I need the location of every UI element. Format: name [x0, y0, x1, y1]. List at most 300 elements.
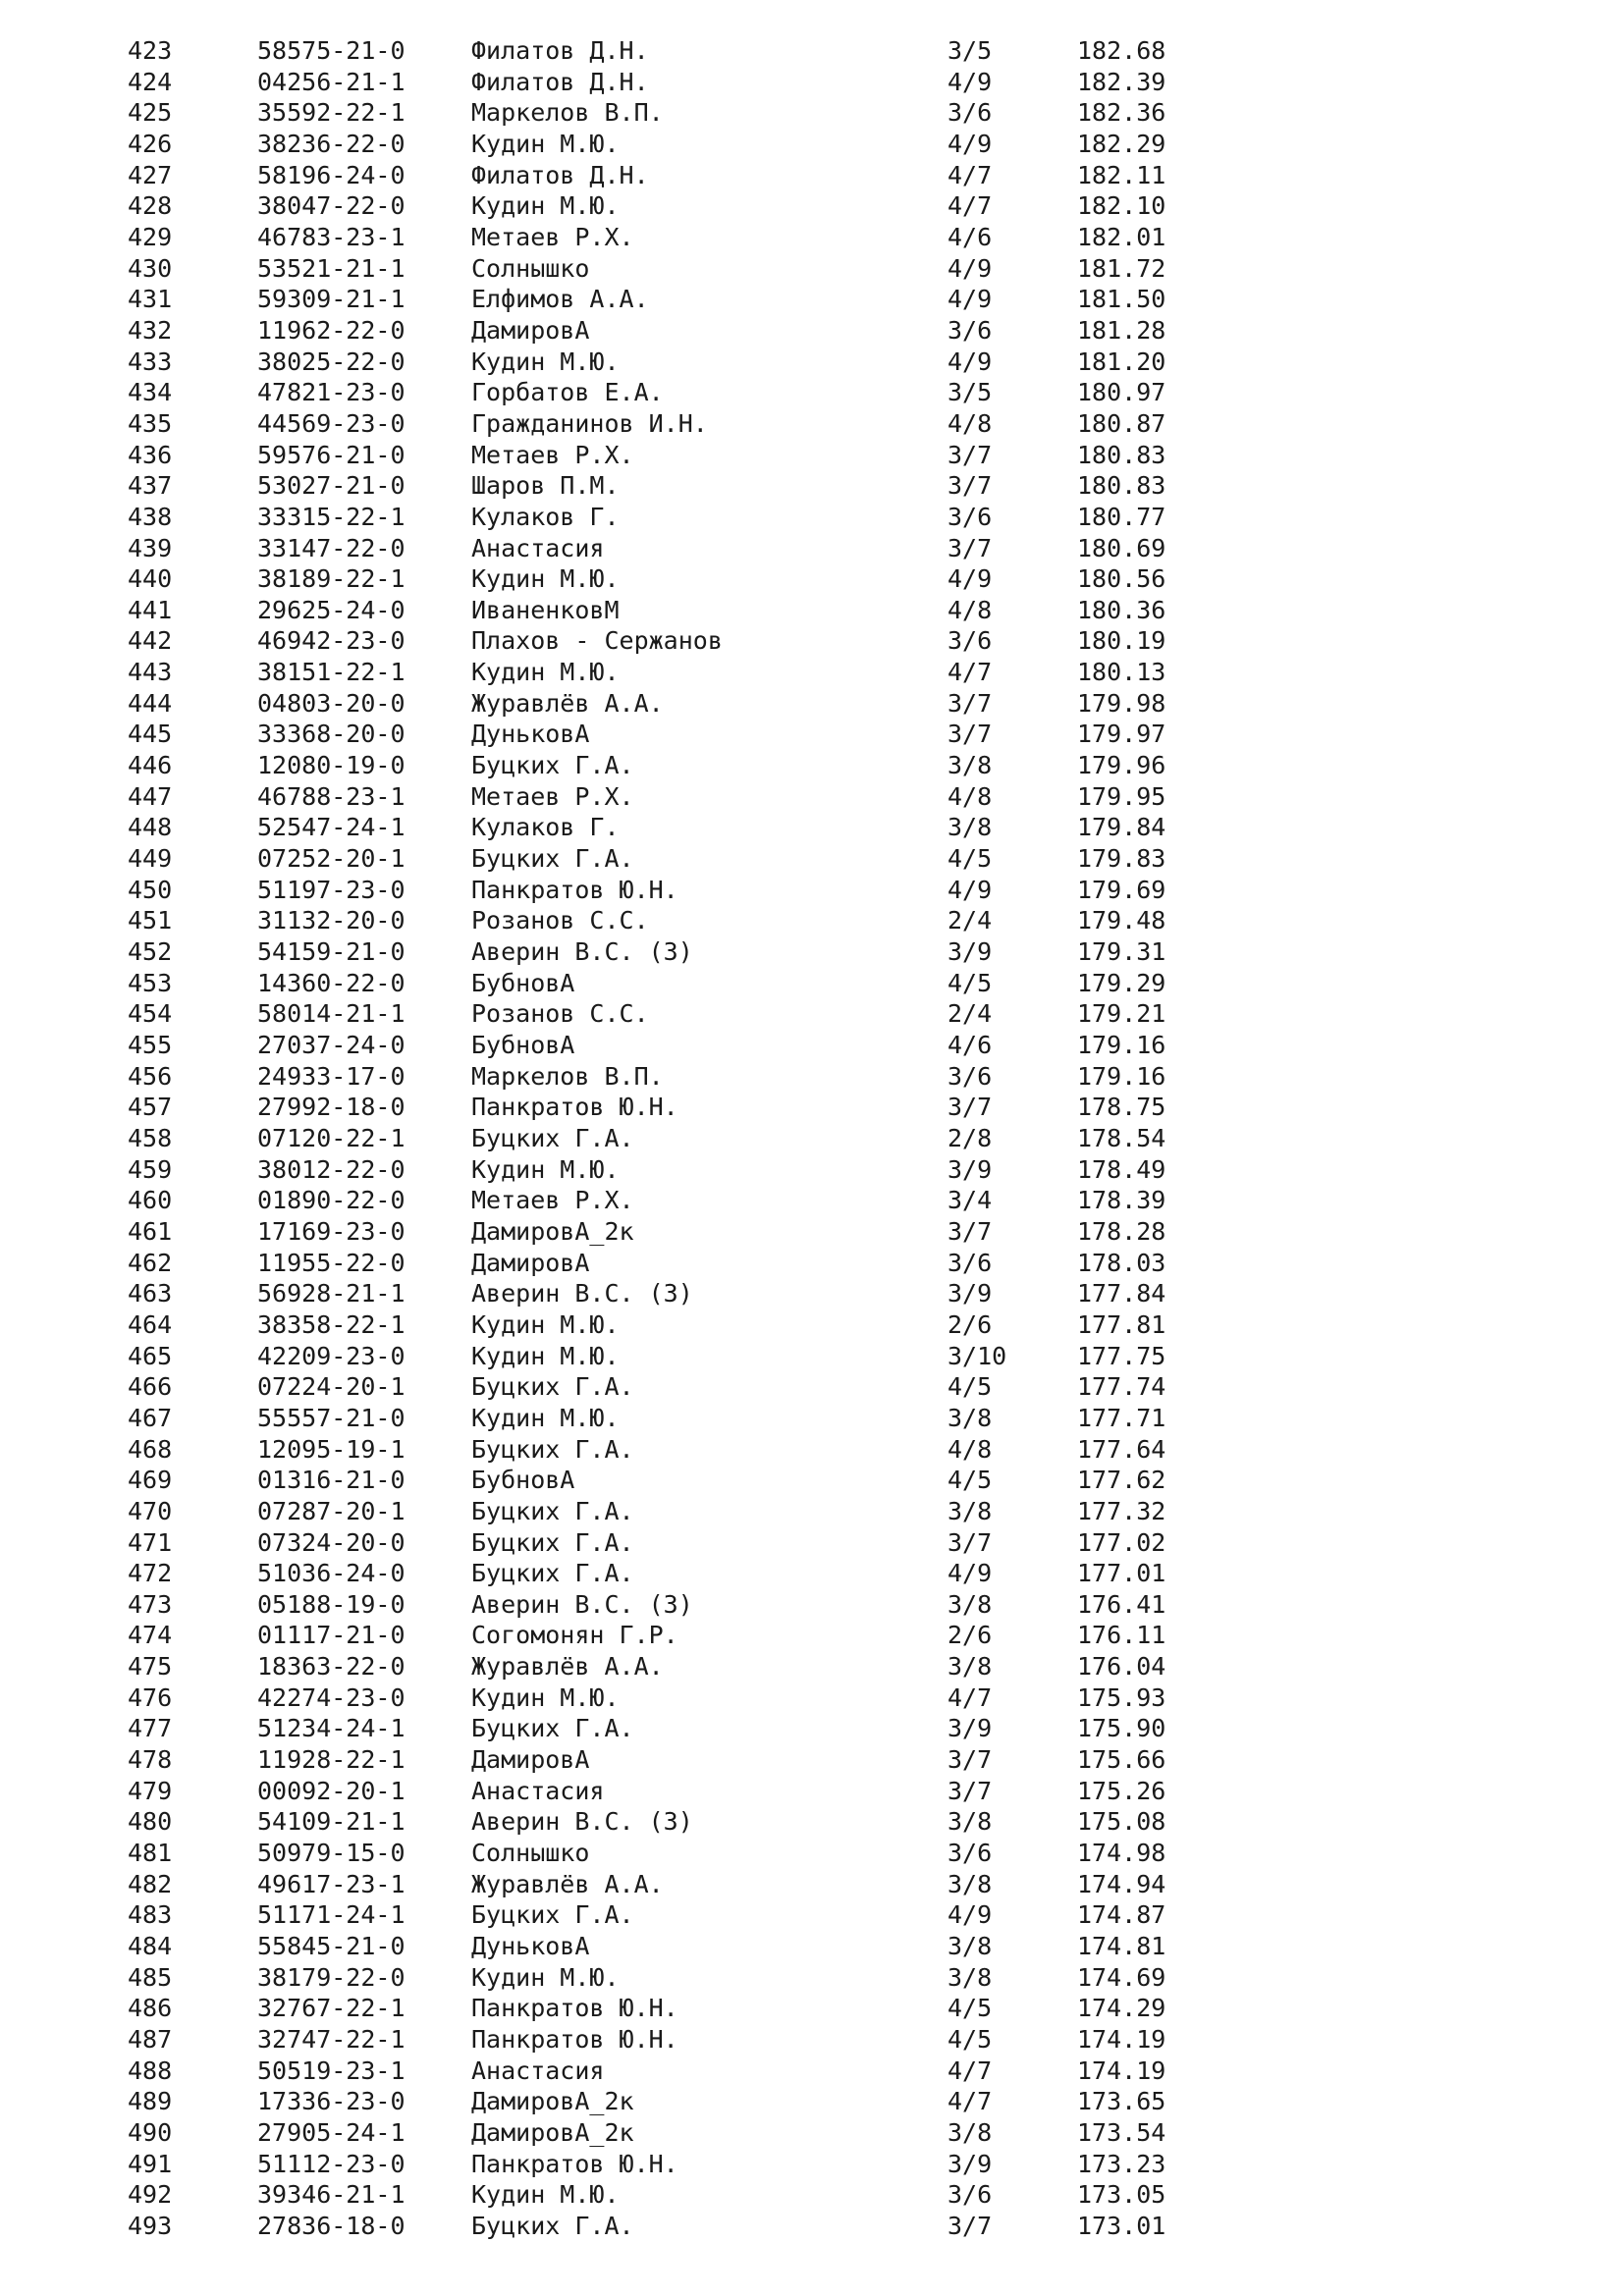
table-row	[128, 533, 1254, 564]
row-code: 38358-22-1	[257, 1309, 406, 1339]
row-value: 177.02	[1077, 1527, 1166, 1557]
row-code: 27992-18-0	[257, 1093, 406, 1122]
row-code: 14360-22-0	[257, 968, 406, 997]
table-row	[128, 1309, 1254, 1341]
row-code: 38179-22-0	[257, 1962, 406, 1992]
row-value: 178.39	[1077, 1186, 1166, 1215]
row-name: Шаров П.М.	[471, 471, 620, 501]
row-code: 49617-23-1	[257, 1869, 406, 1898]
row-fraction: 3/8	[947, 1807, 993, 1837]
row-code: 51171-24-1	[257, 1900, 406, 1930]
row-fraction: 4/9	[947, 129, 993, 158]
row-value: 180.83	[1077, 471, 1166, 501]
row-number: 484	[128, 1932, 173, 1961]
row-name: Маркелов В.П.	[471, 1061, 664, 1091]
row-code: 07120-22-1	[257, 1123, 406, 1152]
row-value: 173.54	[1077, 2117, 1166, 2147]
row-fraction: 4/7	[947, 160, 993, 189]
row-number: 431	[128, 285, 173, 314]
table-row	[128, 1030, 1254, 1061]
table-row	[128, 129, 1254, 160]
table-row	[128, 97, 1254, 129]
row-fraction: 3/8	[947, 813, 993, 842]
row-code: 38236-22-0	[257, 129, 406, 158]
row-value: 177.71	[1077, 1403, 1166, 1432]
row-fraction: 3/10	[947, 1341, 1007, 1370]
row-code: 27905-24-1	[257, 2117, 406, 2147]
row-value: 174.69	[1077, 1962, 1166, 1992]
row-value: 173.05	[1077, 2180, 1166, 2210]
row-name: Анастасия	[471, 2056, 605, 2085]
row-value: 178.03	[1077, 1248, 1166, 1277]
row-number: 432	[128, 315, 173, 345]
row-code: 07252-20-1	[257, 844, 406, 874]
row-number: 433	[128, 347, 173, 376]
row-fraction: 3/6	[947, 2180, 993, 2210]
row-fraction: 4/9	[947, 1559, 993, 1588]
row-value: 180.13	[1077, 658, 1166, 687]
row-name: ДамировА_2к	[471, 1216, 634, 1246]
row-name: Буцких Г.А.	[471, 1434, 634, 1464]
row-number: 454	[128, 999, 173, 1029]
row-number: 488	[128, 2056, 173, 2085]
row-number: 452	[128, 937, 173, 967]
row-fraction: 3/6	[947, 98, 993, 128]
row-fraction: 4/6	[947, 1031, 993, 1059]
row-value: 174.98	[1077, 1839, 1166, 1868]
row-name: Кудин М.Ю.	[471, 129, 620, 158]
row-fraction: 3/7	[947, 1527, 993, 1557]
row-fraction: 4/9	[947, 1900, 993, 1930]
table-row	[128, 160, 1254, 191]
table-row	[128, 936, 1254, 968]
row-code: 11962-22-0	[257, 315, 406, 345]
row-number: 435	[128, 408, 173, 438]
row-name: Метаев Р.Х.	[471, 1186, 634, 1215]
row-name: Розанов С.С.	[471, 999, 649, 1029]
row-code: 44569-23-0	[257, 408, 406, 438]
row-value: 180.19	[1077, 626, 1166, 656]
row-value: 177.32	[1077, 1496, 1166, 1525]
row-value: 175.26	[1077, 1776, 1166, 1805]
row-value: 178.49	[1077, 1154, 1166, 1184]
row-code: 55557-21-0	[257, 1403, 406, 1432]
row-name: Метаев Р.Х.	[471, 781, 634, 811]
row-code: 07287-20-1	[257, 1496, 406, 1525]
row-number: 476	[128, 1682, 173, 1712]
table-row	[128, 1496, 1254, 1527]
row-fraction: 3/5	[947, 378, 993, 407]
row-value: 182.01	[1077, 222, 1166, 251]
row-fraction: 3/8	[947, 1932, 993, 1961]
row-value: 176.41	[1077, 1589, 1166, 1619]
row-name: Буцких Г.А.	[471, 1372, 634, 1402]
row-code: 33368-20-0	[257, 720, 406, 749]
row-value: 179.16	[1077, 1031, 1166, 1059]
row-value: 176.04	[1077, 1652, 1166, 1682]
row-number: 440	[128, 564, 173, 594]
row-fraction: 3/6	[947, 1061, 993, 1091]
row-value: 177.64	[1077, 1434, 1166, 1464]
table-row	[128, 1154, 1254, 1186]
table-row	[128, 563, 1254, 595]
table-row	[128, 1931, 1254, 1962]
row-name: ДамировА	[471, 1248, 590, 1277]
row-number: 462	[128, 1248, 173, 1277]
row-name: Буцких Г.А.	[471, 1900, 634, 1930]
table-row	[128, 1248, 1254, 1279]
row-code: 46788-23-1	[257, 781, 406, 811]
row-name: Журавлёв А.А.	[471, 688, 664, 718]
row-number: 486	[128, 1994, 173, 2023]
row-value: 180.56	[1077, 564, 1166, 594]
row-fraction: 4/9	[947, 67, 993, 96]
row-fraction: 3/7	[947, 471, 993, 501]
row-fraction: 4/5	[947, 2025, 993, 2054]
row-value: 182.29	[1077, 129, 1166, 158]
row-number: 450	[128, 875, 173, 904]
row-number: 425	[128, 98, 173, 128]
row-fraction: 3/7	[947, 1745, 993, 1775]
row-code: 01117-21-0	[257, 1621, 406, 1650]
table-row	[128, 1527, 1254, 1559]
row-name: ДамировА_2к	[471, 2117, 634, 2147]
row-fraction: 4/8	[947, 781, 993, 811]
row-fraction: 3/8	[947, 1496, 993, 1525]
row-name: Кудин М.Ю.	[471, 347, 620, 376]
row-fraction: 3/6	[947, 1839, 993, 1868]
row-code: 24933-17-0	[257, 1061, 406, 1091]
row-value: 181.20	[1077, 347, 1166, 376]
table-row	[128, 781, 1254, 813]
row-number: 443	[128, 658, 173, 687]
row-value: 179.48	[1077, 906, 1166, 935]
row-value: 174.94	[1077, 1869, 1166, 1898]
row-fraction: 3/5	[947, 36, 993, 65]
row-name: Буцких Г.А.	[471, 1527, 634, 1557]
row-number: 467	[128, 1403, 173, 1432]
row-fraction: 3/6	[947, 626, 993, 656]
table-row	[128, 67, 1254, 98]
table-row	[128, 315, 1254, 347]
row-value: 173.65	[1077, 2087, 1166, 2116]
row-name: Кудин М.Ю.	[471, 1309, 620, 1339]
table-row	[128, 1993, 1254, 2024]
row-number: 453	[128, 968, 173, 997]
row-fraction: 3/6	[947, 1248, 993, 1277]
row-name: Аверин В.С. (З)	[471, 1807, 693, 1837]
row-code: 51234-24-1	[257, 1714, 406, 1743]
row-number: 424	[128, 67, 173, 96]
row-fraction: 3/8	[947, 2117, 993, 2147]
row-value: 179.69	[1077, 875, 1166, 904]
row-fraction: 4/9	[947, 285, 993, 314]
row-code: 33147-22-0	[257, 533, 406, 562]
row-name: Кудин М.Ю.	[471, 564, 620, 594]
row-value: 177.84	[1077, 1279, 1166, 1308]
row-code: 12095-19-1	[257, 1434, 406, 1464]
row-value: 179.31	[1077, 937, 1166, 967]
row-value: 180.83	[1077, 440, 1166, 469]
row-value: 179.29	[1077, 968, 1166, 997]
row-name: Аверин В.С. (З)	[471, 1279, 693, 1308]
row-code: 38025-22-0	[257, 347, 406, 376]
row-value: 174.19	[1077, 2025, 1166, 2054]
row-value: 179.21	[1077, 999, 1166, 1029]
row-value: 176.11	[1077, 1621, 1166, 1650]
row-fraction: 2/4	[947, 906, 993, 935]
row-code: 32767-22-1	[257, 1994, 406, 2023]
row-value: 177.75	[1077, 1341, 1166, 1370]
table-row	[128, 719, 1254, 750]
row-code: 58575-21-0	[257, 36, 406, 65]
row-value: 174.29	[1077, 1994, 1166, 2023]
row-value: 175.66	[1077, 1745, 1166, 1775]
row-name: Буцких Г.А.	[471, 1123, 634, 1152]
row-fraction: 4/7	[947, 1682, 993, 1712]
table-row	[128, 408, 1254, 440]
row-fraction: 3/7	[947, 440, 993, 469]
row-value: 179.16	[1077, 1061, 1166, 1091]
row-number: 470	[128, 1496, 173, 1525]
row-code: 51036-24-0	[257, 1559, 406, 1588]
table-row	[128, 1465, 1254, 1496]
row-name: Журавлёв А.А.	[471, 1652, 664, 1682]
row-number: 447	[128, 781, 173, 811]
row-number: 458	[128, 1123, 173, 1152]
row-name: Розанов С.С.	[471, 906, 649, 935]
row-fraction: 4/7	[947, 191, 993, 221]
row-fraction: 4/5	[947, 968, 993, 997]
table-row	[128, 1776, 1254, 1807]
row-value: 180.77	[1077, 502, 1166, 531]
row-code: 58196-24-0	[257, 160, 406, 189]
table-row	[128, 1123, 1254, 1154]
row-code: 11955-22-0	[257, 1248, 406, 1277]
row-value: 179.98	[1077, 688, 1166, 718]
table-row	[128, 2149, 1254, 2180]
row-name: Метаев Р.Х.	[471, 440, 634, 469]
table-row	[128, 2024, 1254, 2056]
row-value: 175.08	[1077, 1807, 1166, 1837]
row-name: Журавлёв А.А.	[471, 1869, 664, 1898]
row-fraction: 3/9	[947, 2149, 993, 2178]
row-code: 18363-22-0	[257, 1652, 406, 1682]
row-number: 472	[128, 1559, 173, 1588]
row-name: Кудин М.Ю.	[471, 1962, 620, 1992]
table-row	[128, 1371, 1254, 1403]
table-row	[128, 2086, 1254, 2117]
table-row	[128, 625, 1254, 657]
row-value: 181.28	[1077, 315, 1166, 345]
row-code: 04256-21-1	[257, 67, 406, 96]
table-row	[128, 2179, 1254, 2211]
row-name: Кудин М.Ю.	[471, 2180, 620, 2210]
row-fraction: 3/9	[947, 937, 993, 967]
table-row	[128, 1061, 1254, 1093]
row-fraction: 4/7	[947, 658, 993, 687]
row-value: 178.75	[1077, 1093, 1166, 1122]
table-row	[128, 502, 1254, 533]
row-name: БубновА	[471, 968, 575, 997]
row-number: 478	[128, 1745, 173, 1775]
row-number: 438	[128, 502, 173, 531]
row-fraction: 4/6	[947, 222, 993, 251]
table-row	[128, 1620, 1254, 1651]
row-code: 11928-22-1	[257, 1745, 406, 1775]
row-fraction: 4/8	[947, 408, 993, 438]
row-fraction: 3/7	[947, 1093, 993, 1122]
row-code: 07324-20-0	[257, 1527, 406, 1557]
row-number: 457	[128, 1093, 173, 1122]
row-number: 459	[128, 1154, 173, 1184]
row-fraction: 4/8	[947, 1434, 993, 1464]
row-name: Солнышко	[471, 1839, 590, 1868]
row-name: Кудин М.Ю.	[471, 1403, 620, 1432]
row-number: 434	[128, 378, 173, 407]
row-value: 177.74	[1077, 1372, 1166, 1402]
row-code: 01316-21-0	[257, 1466, 406, 1495]
row-code: 17169-23-0	[257, 1216, 406, 1246]
row-code: 56928-21-1	[257, 1279, 406, 1308]
row-value: 174.87	[1077, 1900, 1166, 1930]
row-name: Анастасия	[471, 533, 605, 562]
row-name: Буцких Г.А.	[471, 751, 634, 780]
row-name: Кудин М.Ю.	[471, 1341, 620, 1370]
row-fraction: 3/8	[947, 1652, 993, 1682]
row-name: ИваненковМ	[471, 595, 620, 624]
row-code: 51197-23-0	[257, 875, 406, 904]
table-row	[128, 1341, 1254, 1372]
row-code: 39346-21-1	[257, 2180, 406, 2210]
row-fraction: 2/8	[947, 1123, 993, 1152]
row-value: 178.54	[1077, 1123, 1166, 1152]
row-number: 448	[128, 813, 173, 842]
row-value: 177.01	[1077, 1559, 1166, 1588]
row-value: 174.81	[1077, 1932, 1166, 1961]
row-name: Панкратов Ю.Н.	[471, 1994, 678, 2023]
results-table	[128, 35, 1254, 2242]
row-name: Панкратов Ю.Н.	[471, 2025, 678, 2054]
row-value: 182.39	[1077, 67, 1166, 96]
table-row	[128, 377, 1254, 408]
row-code: 59309-21-1	[257, 285, 406, 314]
row-code: 05188-19-0	[257, 1589, 406, 1619]
row-value: 180.87	[1077, 408, 1166, 438]
row-number: 427	[128, 160, 173, 189]
row-code: 38012-22-0	[257, 1154, 406, 1184]
row-name: Аверин В.С. (З)	[471, 937, 693, 967]
row-number: 461	[128, 1216, 173, 1246]
row-fraction: 4/9	[947, 253, 993, 283]
row-name: Буцких Г.А.	[471, 1714, 634, 1743]
row-number: 455	[128, 1031, 173, 1059]
row-name: БубновА	[471, 1466, 575, 1495]
table-row	[128, 1962, 1254, 1994]
row-name: Кудин М.Ю.	[471, 191, 620, 221]
table-row	[128, 347, 1254, 378]
row-fraction: 3/7	[947, 1776, 993, 1805]
table-row	[128, 750, 1254, 781]
row-value: 180.97	[1077, 378, 1166, 407]
row-code: 42209-23-0	[257, 1341, 406, 1370]
row-number: 423	[128, 36, 173, 65]
row-number: 480	[128, 1807, 173, 1837]
row-code: 53521-21-1	[257, 253, 406, 283]
row-name: ДамировА_2к	[471, 2087, 634, 2116]
row-name: Елфимов А.А.	[471, 285, 649, 314]
table-row	[128, 657, 1254, 688]
row-fraction: 3/9	[947, 1154, 993, 1184]
row-number: 477	[128, 1714, 173, 1743]
row-name: ДамировА	[471, 315, 590, 345]
table-row	[128, 1216, 1254, 1248]
row-number: 468	[128, 1434, 173, 1464]
table-row	[128, 1278, 1254, 1309]
row-value: 179.83	[1077, 844, 1166, 874]
row-name: Гражданинов И.Н.	[471, 408, 708, 438]
table-row	[128, 1899, 1254, 1931]
row-number: 444	[128, 688, 173, 718]
row-code: 47821-23-0	[257, 378, 406, 407]
row-code: 51112-23-0	[257, 2149, 406, 2178]
table-row	[128, 1092, 1254, 1123]
row-name: Филатов Д.Н.	[471, 36, 649, 65]
row-code: 58014-21-1	[257, 999, 406, 1029]
table-row	[128, 222, 1254, 253]
row-value: 178.28	[1077, 1216, 1166, 1246]
row-number: 487	[128, 2025, 173, 2054]
table-row	[128, 968, 1254, 999]
table-row	[128, 35, 1254, 67]
row-fraction: 4/5	[947, 1466, 993, 1495]
row-name: Панкратов Ю.Н.	[471, 875, 678, 904]
row-number: 441	[128, 595, 173, 624]
row-code: 07224-20-1	[257, 1372, 406, 1402]
row-fraction: 3/8	[947, 751, 993, 780]
table-row	[128, 1403, 1254, 1434]
row-code: 01890-22-0	[257, 1186, 406, 1215]
row-fraction: 3/4	[947, 1186, 993, 1215]
table-row	[128, 1838, 1254, 1869]
table-row	[128, 688, 1254, 720]
table-row	[128, 875, 1254, 906]
table-row	[128, 1869, 1254, 1900]
row-value: 174.19	[1077, 2056, 1166, 2085]
table-row	[128, 2056, 1254, 2087]
row-value: 179.95	[1077, 781, 1166, 811]
table-row	[128, 812, 1254, 843]
table-row	[128, 1651, 1254, 1682]
row-name: Буцких Г.А.	[471, 1559, 634, 1588]
row-number: 437	[128, 471, 173, 501]
row-code: 46942-23-0	[257, 626, 406, 656]
table-row	[128, 1744, 1254, 1776]
row-value: 177.62	[1077, 1466, 1166, 1495]
row-name: Буцких Г.А.	[471, 1496, 634, 1525]
table-row	[128, 470, 1254, 502]
row-number: 481	[128, 1839, 173, 1868]
row-name: Панкратов Ю.Н.	[471, 2149, 678, 2178]
row-fraction: 4/5	[947, 1994, 993, 2023]
row-fraction: 2/6	[947, 1309, 993, 1339]
row-code: 59576-21-0	[257, 440, 406, 469]
row-number: 485	[128, 1962, 173, 1992]
row-value: 180.36	[1077, 595, 1166, 624]
table-row	[128, 905, 1254, 936]
document-page	[0, 35, 1624, 2242]
row-code: 27037-24-0	[257, 1031, 406, 1059]
